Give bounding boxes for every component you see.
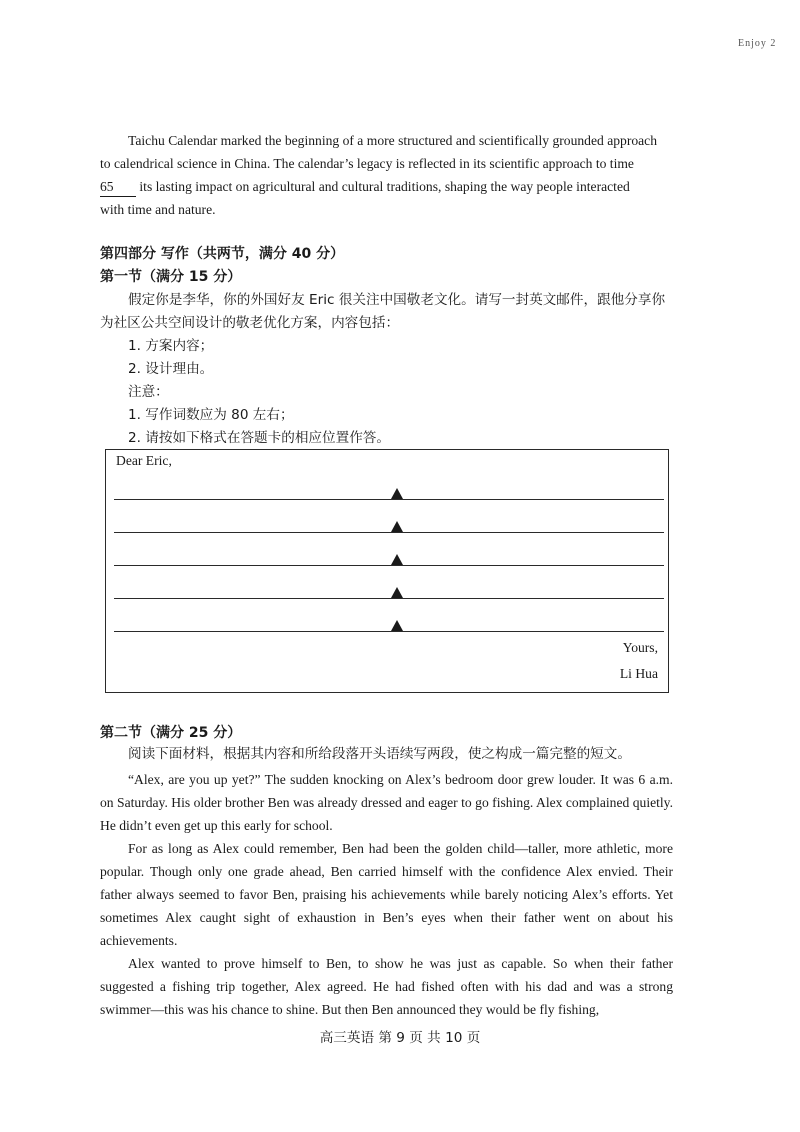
page-footer: 高三英语 第 9 页 共 10 页 bbox=[319, 1030, 481, 1046]
passage-line-3-text: its lasting impact on agricultural and cultural traditions, shaping the way people interacted bbox=[139, 179, 630, 194]
blank-65: 65 bbox=[100, 178, 136, 197]
continue-triangle-icon bbox=[391, 620, 403, 631]
passage-line-3 bbox=[100, 175, 673, 198]
passage-line-4: with time and nature. bbox=[100, 202, 216, 217]
writing-line bbox=[114, 598, 664, 599]
note-1: 1. 写作词数应为 80 左右； bbox=[128, 407, 294, 423]
letter-closing: Yours, bbox=[622, 640, 658, 655]
continue-triangle-icon bbox=[391, 554, 403, 565]
prompt-line-2: 为社区公共空间设计的敬老优化方案，内容包括： bbox=[100, 315, 400, 331]
passage-line-1: Taichu Calendar marked the beginning of a more structured and scientifically grounded approach bbox=[128, 133, 658, 148]
story-paragraph-1: “Alex, are you up yet?” The sudden knocking on Alex’s bedroom door grew louder. It was 6 a.m. on Saturday. His older brother Ben was already dressed and eager to go fishing. Alex complained quietly. He didn’t even get up this early for school. bbox=[100, 772, 673, 833]
section2-instruction: 阅读下面材料，根据其内容和所给段落开头语续写两段，使之构成一篇完整的短文。 bbox=[128, 746, 631, 762]
story-paragraph-3: Alex wanted to prove himself to Ben, to show he was just as capable. So when their father suggested a fishing trip together, Alex agreed. He had fished often with his dad and was a strong swimmer—this was his chance to shine. But then Ben announced they would be fly fishing, bbox=[100, 956, 673, 1017]
section1-heading: 第一节（满分 15 分） bbox=[100, 269, 242, 285]
continue-triangle-icon bbox=[391, 488, 403, 499]
prompt-line-1: 假定你是李华，你的外国好友 Eric 很关注中国敬老文化。请写一封英文邮件，跟他分享你 bbox=[128, 292, 666, 308]
letter-greeting: Dear Eric, bbox=[116, 453, 172, 468]
writing-line bbox=[114, 565, 664, 566]
content-point-2: 2. 设计理由。 bbox=[128, 361, 214, 377]
part4-heading: 第四部分 写作（共两节，满分 40 分） bbox=[100, 246, 345, 262]
corner-fragment: Enjoy 2 bbox=[738, 38, 777, 49]
writing-line bbox=[114, 532, 664, 533]
section2-heading: 第二节（满分 25 分） bbox=[100, 725, 242, 741]
note-label: 注意： bbox=[128, 384, 169, 400]
passage-line-2: to calendrical science in China. The calendar’s legacy is reflected in its scientific approach to time bbox=[100, 156, 634, 171]
writing-line bbox=[114, 631, 664, 632]
content-point-1: 1. 方案内容； bbox=[128, 338, 214, 354]
continue-triangle-icon bbox=[391, 587, 403, 598]
continue-triangle-icon bbox=[391, 521, 403, 532]
letter-answer-box bbox=[105, 449, 669, 693]
letter-signature: Li Hua bbox=[619, 666, 658, 681]
story-paragraph-2: For as long as Alex could remember, Ben had been the golden child—taller, more athletic, more popular. Though only one grade ahead, Ben carried himself with the confidence Alex envied. Their father always seemed to favor Ben, praising his achievements while barely noticing Alex’s efforts. Yet sometimes Alex caught sight of exhaustion in Ben’s eyes when their father went on about his achievements. bbox=[100, 841, 673, 948]
note-2: 2. 请按如下格式在答题卡的相应位置作答。 bbox=[128, 430, 390, 446]
writing-line bbox=[114, 499, 664, 500]
